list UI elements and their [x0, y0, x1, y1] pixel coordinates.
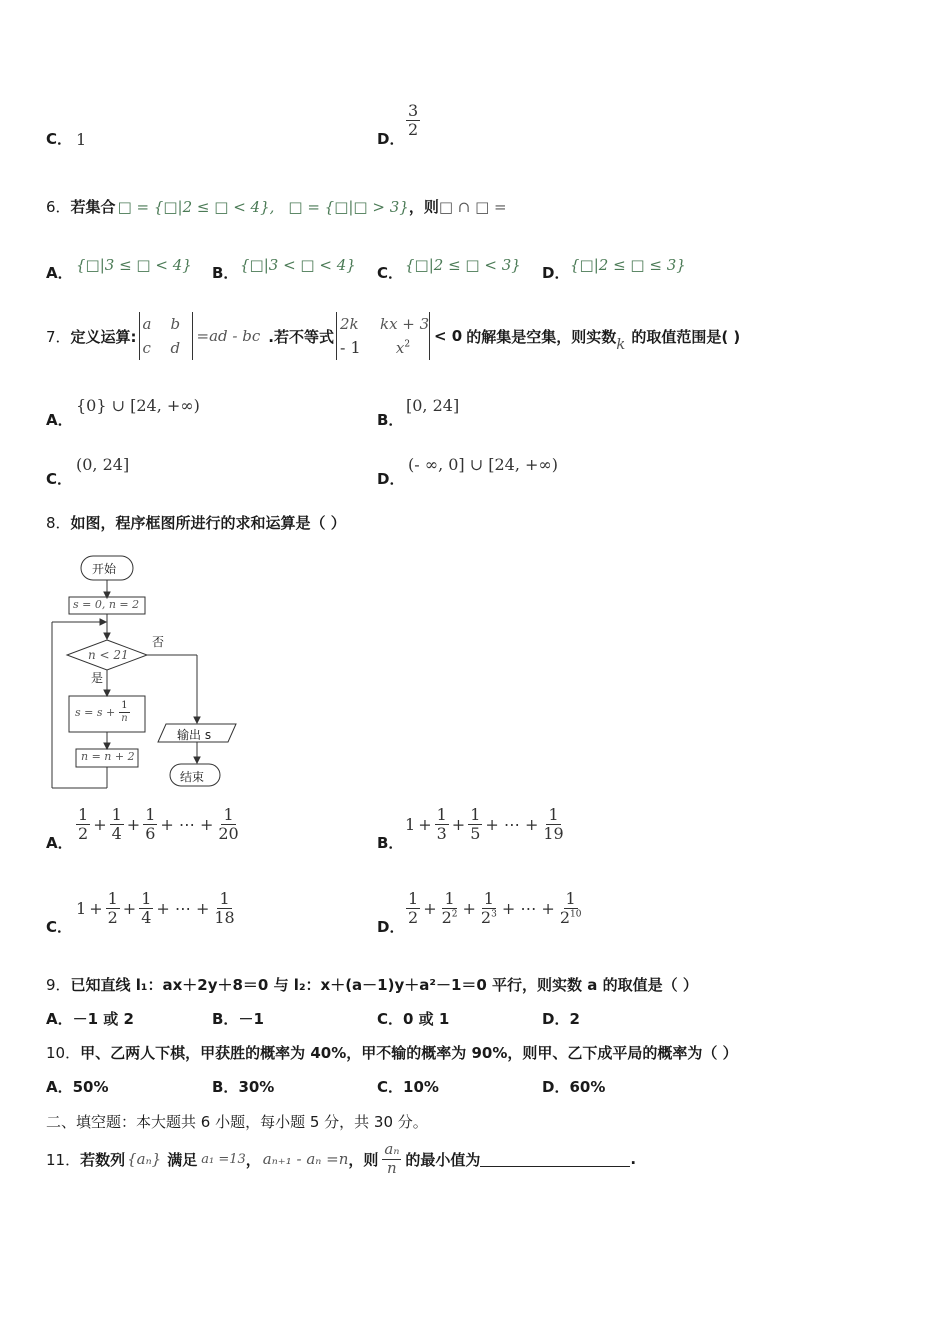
q7-option-a-value: {0} ∪ [24, +∞)	[76, 396, 200, 415]
det1-d: d	[170, 339, 181, 357]
q7-stem-d: 的取值范围是( )	[631, 327, 741, 346]
q9-stem-text: 已知直线 l₁：ax＋2y＋8＝0 与 l₂：x＋(a－1)y＋a²－1＝0 平行，则实数 a 的取值是（ ）	[70, 976, 698, 994]
q8-stem-text: 如图，程序框图所进行的求和运算是（ ）	[70, 514, 346, 532]
q6-option-a-label: A．	[46, 264, 73, 282]
q8-option-b-label: B．	[377, 834, 404, 852]
flow-yes-label: 是	[91, 671, 104, 685]
flow-cond-text: n < 21	[88, 648, 129, 662]
q6-option-d-label: D．	[542, 264, 570, 282]
q7-option-c-label: C．	[46, 470, 73, 488]
q7-option-b-value: [0, 24]	[406, 396, 460, 415]
q7-def-rhs: =ad - bc	[196, 327, 261, 345]
q10-option-b: B．30%	[212, 1078, 275, 1096]
q7-stem-a: 定义运算:	[70, 327, 137, 346]
q11-fraction: $\frac{\text{aₙ}}{n}$	[384, 1140, 400, 1177]
q11-stem-d: 的最小值为	[405, 1150, 481, 1169]
det1-c: c	[142, 339, 151, 357]
q11-stem-b: 满足	[167, 1150, 198, 1169]
q10-stem	[46, 1042, 738, 1063]
q6-option-a-value: {□|3 ≤ □ < 4}	[76, 256, 192, 274]
flow-update-n-text: n = n + 2	[81, 750, 135, 763]
q6-option-c-value: {□|2 ≤ □ < 3}	[405, 256, 521, 274]
det1-b: b	[170, 315, 181, 333]
flow-end-text: 结束	[180, 770, 205, 784]
q7-option-b-label: B．	[377, 411, 404, 429]
q10-option-a: A．50%	[46, 1078, 109, 1096]
q8-option-c-value: 1 + $\frac{1}{2}$ + $\frac{1}{4}$ + ⋯ + $\frac{1}{18}$	[76, 889, 235, 928]
det1-a: a	[142, 315, 152, 333]
q7-option-d-value: (- ∞, 0] ∪ [24, +∞)	[408, 455, 558, 474]
q6-option-b-value: {□|3 < □ < 4}	[240, 256, 356, 274]
q6-then: ，则	[408, 198, 439, 216]
q8-option-a-value: $\frac{1}{2}$ + $\frac{1}{4}$ + $\frac{1}{6}$ + ⋯ + $\frac{1}{20}$	[78, 805, 239, 844]
q5-option-d-label: D．	[377, 130, 405, 148]
q8-option-d-label: D．	[377, 918, 405, 936]
flow-no-label: 否	[152, 635, 165, 649]
det2-a: 2k	[339, 314, 359, 333]
q7-option-c-value: (0, 24]	[76, 455, 130, 474]
q8-option-c-label: C．	[46, 918, 73, 936]
q11-seq: {aₙ}	[127, 1150, 162, 1168]
q11-number: 11．	[46, 1150, 81, 1169]
q8-number: 8．	[46, 514, 71, 532]
q10-number: 10．	[46, 1044, 81, 1062]
q6-option-d-value: {□|2 ≤ □ ≤ 3}	[570, 256, 686, 274]
q5-d-den: 2	[408, 120, 419, 140]
q6-expr: □ ∩ □ =	[438, 197, 507, 216]
q10-option-c: C．10%	[377, 1078, 439, 1096]
q7-lt: < 0	[433, 327, 463, 345]
q9-option-d: D．2	[542, 1010, 580, 1028]
q9-option-a: A．－1 或 2	[46, 1010, 134, 1028]
det2-c: - 1	[339, 338, 361, 358]
det2-d: $x^2$	[395, 339, 411, 358]
q7-number: 7．	[46, 327, 71, 346]
q7-var-k: k	[616, 335, 626, 353]
section-2-heading: 二、填空题：本大题共 6 小题，每小题 5 分，共 30 分。	[46, 1113, 428, 1131]
q10-stem-text: 甲、乙两人下棋，甲获胜的概率为 40%，甲不输的概率为 90%，则甲、乙下成平局的概率为（ ）	[80, 1044, 738, 1062]
q8-option-b-value: 1 + $\frac{1}{3}$ + $\frac{1}{5}$ + ⋯ + $\frac{1}{19}$	[405, 805, 564, 844]
flow-start-text: 开始	[92, 562, 117, 576]
q6-set-b: □ = {□|□ > 3}	[288, 197, 409, 216]
q9-number: 9．	[46, 976, 71, 994]
flow-output-text: 输出 s	[177, 728, 212, 742]
q9-option-b: B．－1	[212, 1010, 264, 1028]
q6-number: 6．	[46, 198, 71, 216]
q5-option-c-value: 1	[76, 130, 87, 149]
q8-option-a-label: A．	[46, 834, 73, 852]
q7-stem-c: 的解集是空集，则实数	[466, 327, 617, 346]
q5-d-num: 3	[408, 101, 419, 120]
q6-set-a: □ = {□|2 ≤ □ < 4},	[117, 197, 275, 216]
q6-option-b-label: B．	[212, 264, 239, 282]
q11-cond2: aₙ₊₁ - aₙ =n	[262, 1150, 349, 1168]
q9-stem	[46, 974, 698, 995]
det2-b: kx + 3	[379, 314, 430, 333]
flow-init-text: s = 0, n = 2	[73, 598, 140, 611]
q9-option-c: C．0 或 1	[377, 1010, 450, 1028]
q11-end: .	[630, 1150, 637, 1168]
q7-option-a-label: A．	[46, 411, 73, 429]
q10-option-d: D．60%	[542, 1078, 606, 1096]
q5-option-c-label: C．	[46, 130, 73, 148]
q7-stem-b: .若不等式	[268, 327, 334, 346]
q11-cond1: a₁ =13	[201, 1151, 246, 1167]
q11-comma: ，	[245, 1150, 261, 1169]
q6-option-c-label: C．	[377, 264, 404, 282]
flow-update-s-text: s = s + $\frac{1}{n}$	[75, 700, 128, 724]
q8-option-d-value: $\frac{1}{2}$ + $\frac{1}{2^2}$ + $\frac{1}{2^3}$ + ⋯ + $\frac{1}{2^{10}}$	[408, 889, 582, 928]
q6-stem-a: 若集合	[70, 198, 116, 216]
q11-stem	[46, 1136, 636, 1182]
q11-stem-c: ，则	[348, 1150, 379, 1169]
q11-stem-a: 若数列	[80, 1150, 126, 1169]
q11-answer-blank[interactable]	[480, 1152, 630, 1167]
q7-option-d-label: D．	[377, 470, 405, 488]
